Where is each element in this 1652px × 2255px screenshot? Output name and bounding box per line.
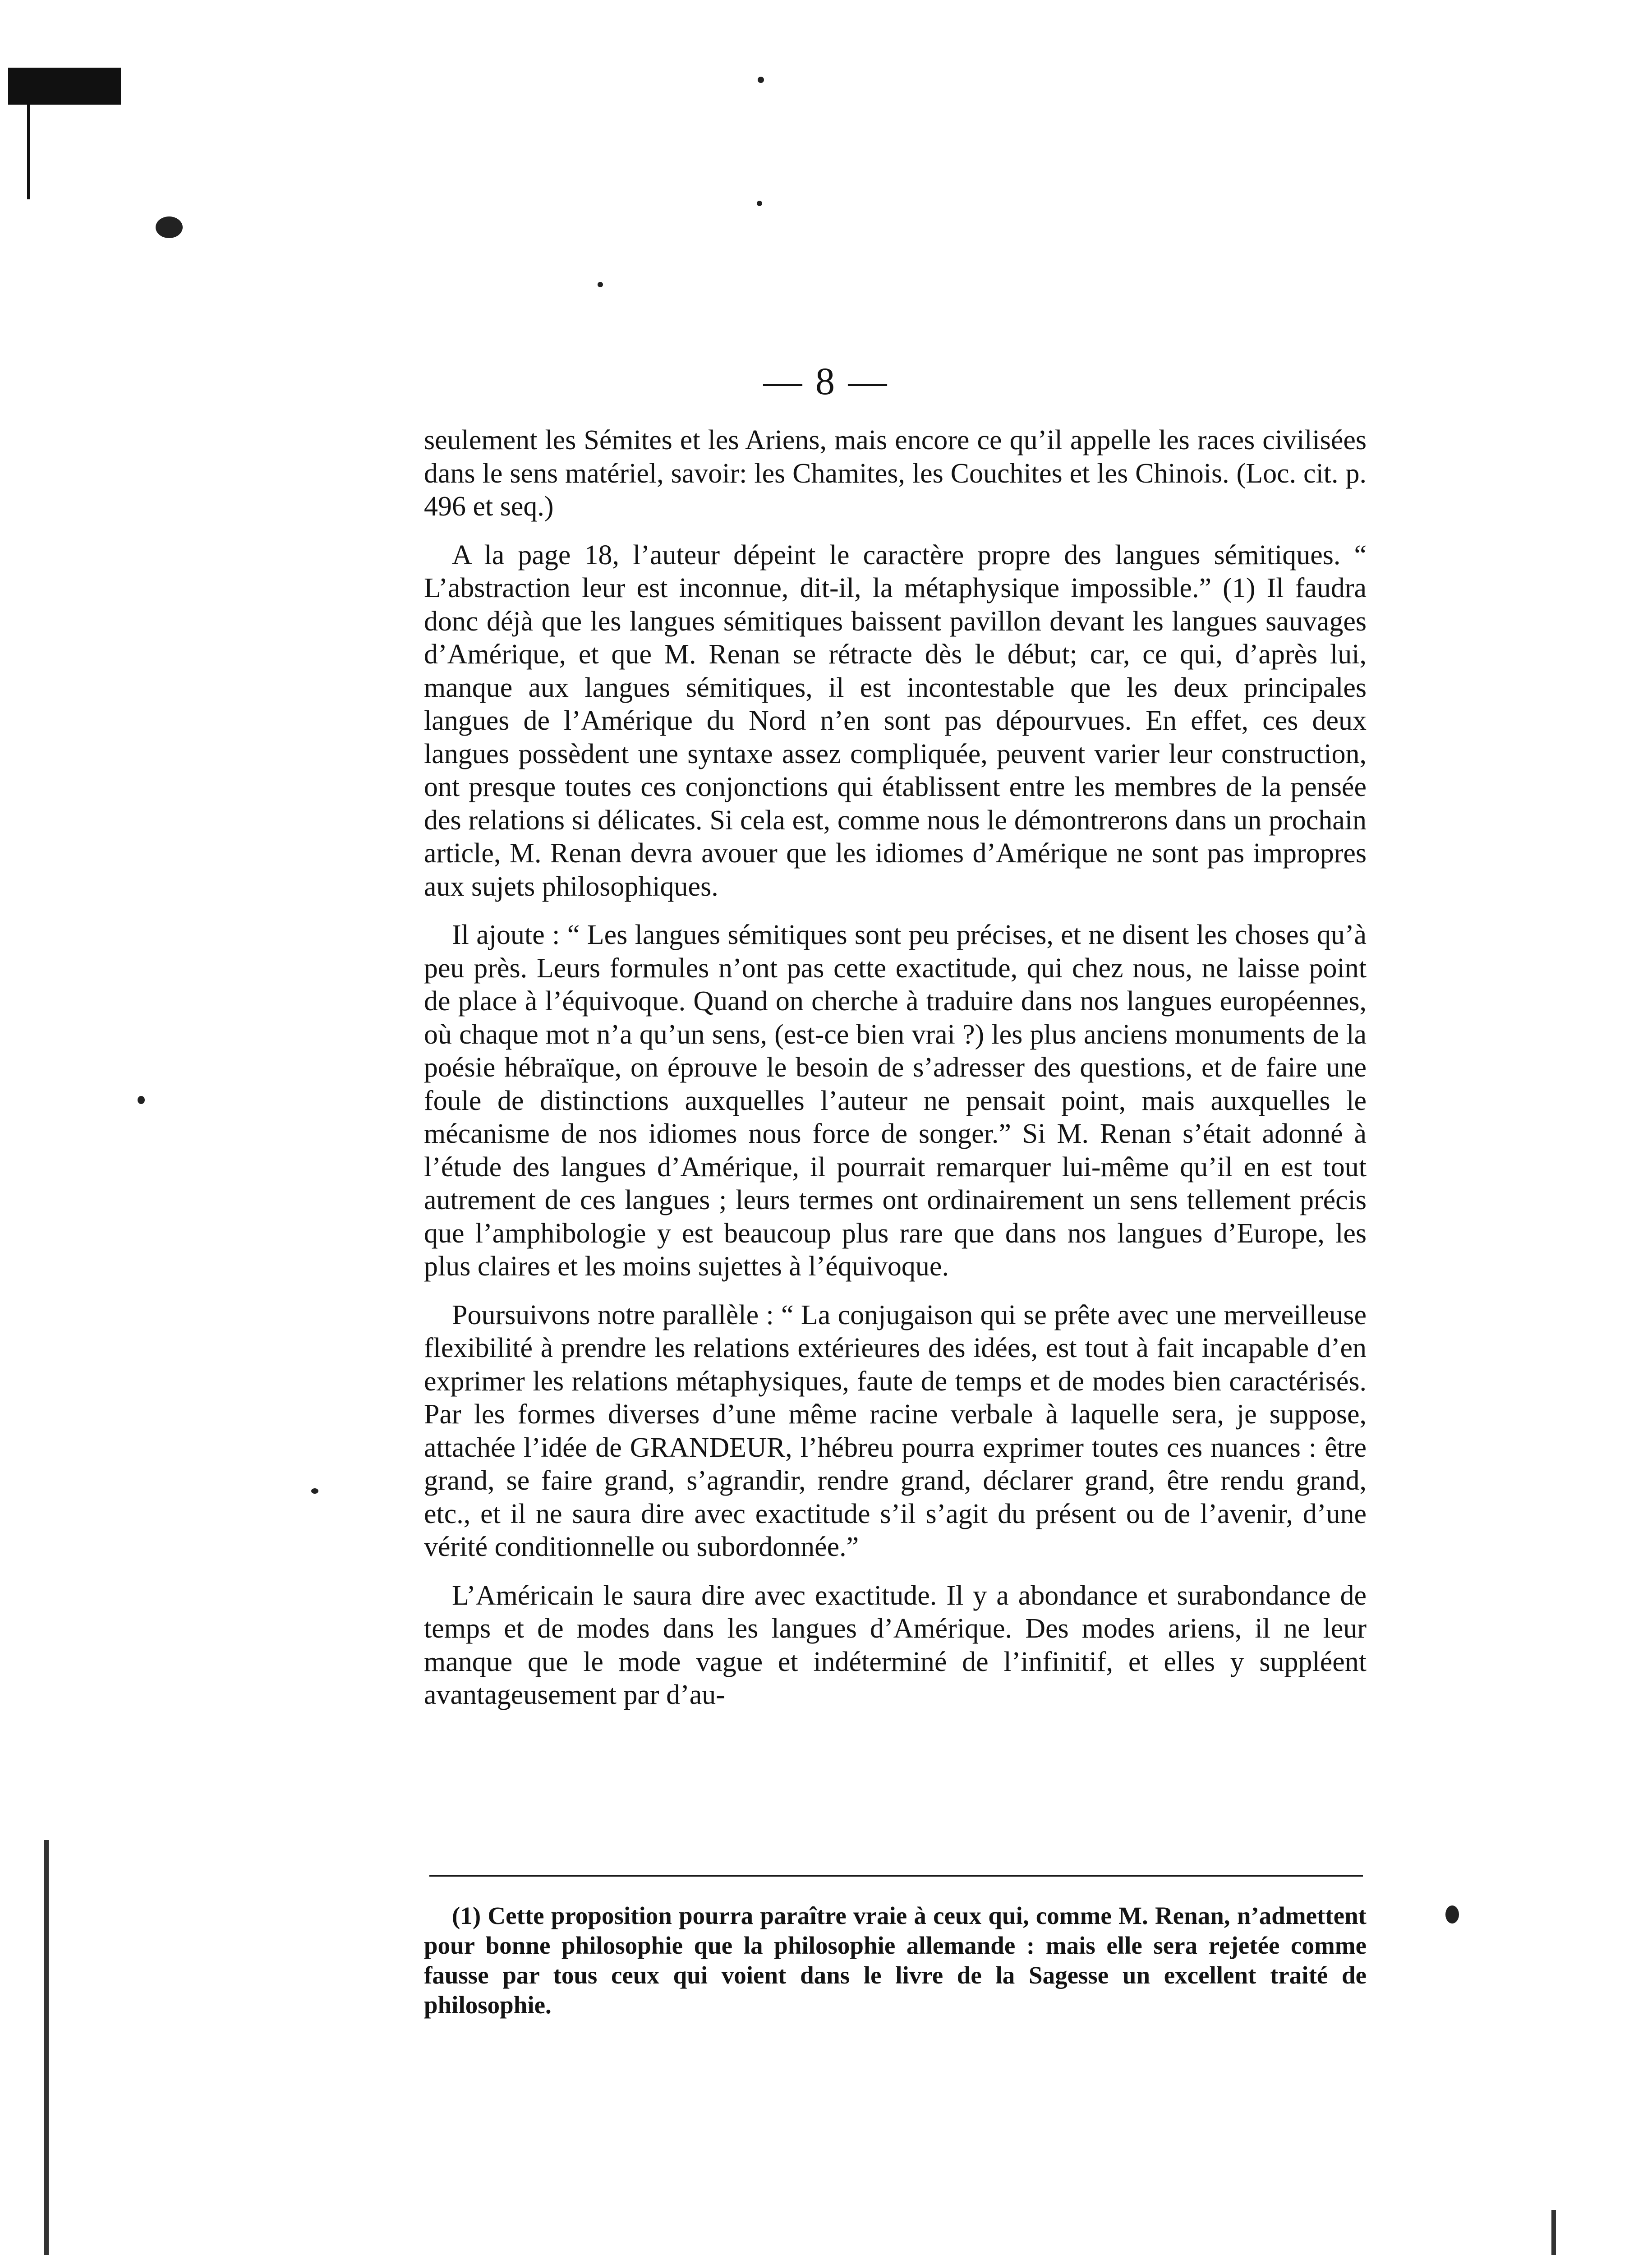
main-text (424, 424, 1367, 1727)
paragraph: seulement les Sémites et les Ariens, mais encore ce qu’il appelle les races civilisées dans le sens matériel, savoir: les Chamites, les Couchites et les Chinois. (Loc. cit. p. 496 et seq.) (424, 425, 1367, 522)
scan-speck (757, 201, 762, 206)
scan-line-left (27, 105, 30, 199)
paragraph: Il ajoute : “ Les langues sémitiques sont peu précises, et ne disent les choses qu’à peu près. Leurs formules n’ont pas cette exactitude, qui chez nous, ne laisse point de place à l’équivoque. Quand on cherche à traduire dans nos langues européennes, où chaque mot n’a qu’un sens, (est-ce bien vrai ?) les plus anciens monuments de la poésie hébraïque, on éprouve le besoin de s’adresser des questions, et de faire une foule de distinctions auxquelles l’auteur ne pensait point, mais auxquelles le mécanisme de nos idiomes nous force de songer.” Si M. Renan s’était adonné à l’étude des langues d’Amérique, il pourrait remarquer lui-même qu’il en est tout autrement de ces langues ; leurs termes ont ordinairement un sens tellement précis que l’amphibologie y est beaucoup plus rare que dans nos langues d’Europe, les plus claires et les moins sujettes à l’équivoque. (424, 920, 1367, 1282)
scan-speck (138, 1096, 145, 1104)
page-number: — 8 — (763, 359, 889, 403)
scan-speck (311, 1488, 318, 1494)
paragraph: L’Américain le saura dire avec exactitude. Il y a abondance et surabondance de temps et de modes dans les langues d’Amérique. Des modes ariens, il ne leur manque que le mode vague et indéterminé de l’infinitif, et elles y suppléent avantageusement par d’au- (424, 1580, 1367, 1710)
scan-edge-line-left (44, 1840, 49, 2255)
scan-speck (598, 282, 603, 287)
scan-bar-top-left (8, 68, 121, 105)
scan-speck (1445, 1905, 1459, 1924)
scan-speck (156, 216, 183, 238)
footnote: (1) Cette proposition pourra paraître vraie à ceux qui, comme M. Renan, n’admettent pour bonne philosophie que la philosophie allemande : mais elle sera rejetée comme fausse par tous ceux qui voient dans le livre de la Sagesse un excellent traité de philosophie. (424, 1902, 1367, 2019)
paragraph: Poursuivons notre parallèle : “ La conjugaison qui se prête avec une merveilleuse flexibilité à prendre les relations extérieures des idées, est tout à fait incapable d’en exprimer les relations métaphysiques, faute de temps et de modes bien caractérisés. Par les formes diverses d’une même racine verbale à laquelle sera, je suppose, attachée l’idée de GRANDEUR, l’hébreu pourra exprimer toutes ces nuances : être grand, se faire grand, s’agrandir, rendre grand, déclarer grand, être rendu grand, etc., et il ne saura dire avec exactitude s’il s’agit du présent ou de l’avenir, d’une vérité conditionnelle ou subordonnée.” (424, 1299, 1367, 1562)
scan-speck (758, 77, 764, 83)
footnote-rule (429, 1875, 1363, 1877)
paragraph: A la page 18, l’auteur dépeint le caractère propre des langues sémitiques. “ L’abstraction leur est inconnue, dit-il, la métaphysique impossible.” (1) Il faudra donc déjà que les langues sémitiques baissent pavillon devant les langues sauvages d’Amérique, et que M. Renan se rétracte dès le début; car, ce qui, d’après lui, manque aux langues sémitiques, il est incontestable que les deux principales langues de l’Amérique du Nord n’en sont pas dépourvues. En effet, ces deux langues possèdent une syntaxe assez compliquée, peuvent varier leur construction, ont presque toutes ces conjonctions qui établissent entre les membres de la pensée des relations si délicates. Si cela est, comme nous le démontrerons dans un prochain article, M. Renan devra avouer que les idiomes d’Amérique ne sont pas impropres aux sujets philosophiques. (424, 539, 1367, 902)
scan-edge-line-right (1551, 2210, 1556, 2255)
